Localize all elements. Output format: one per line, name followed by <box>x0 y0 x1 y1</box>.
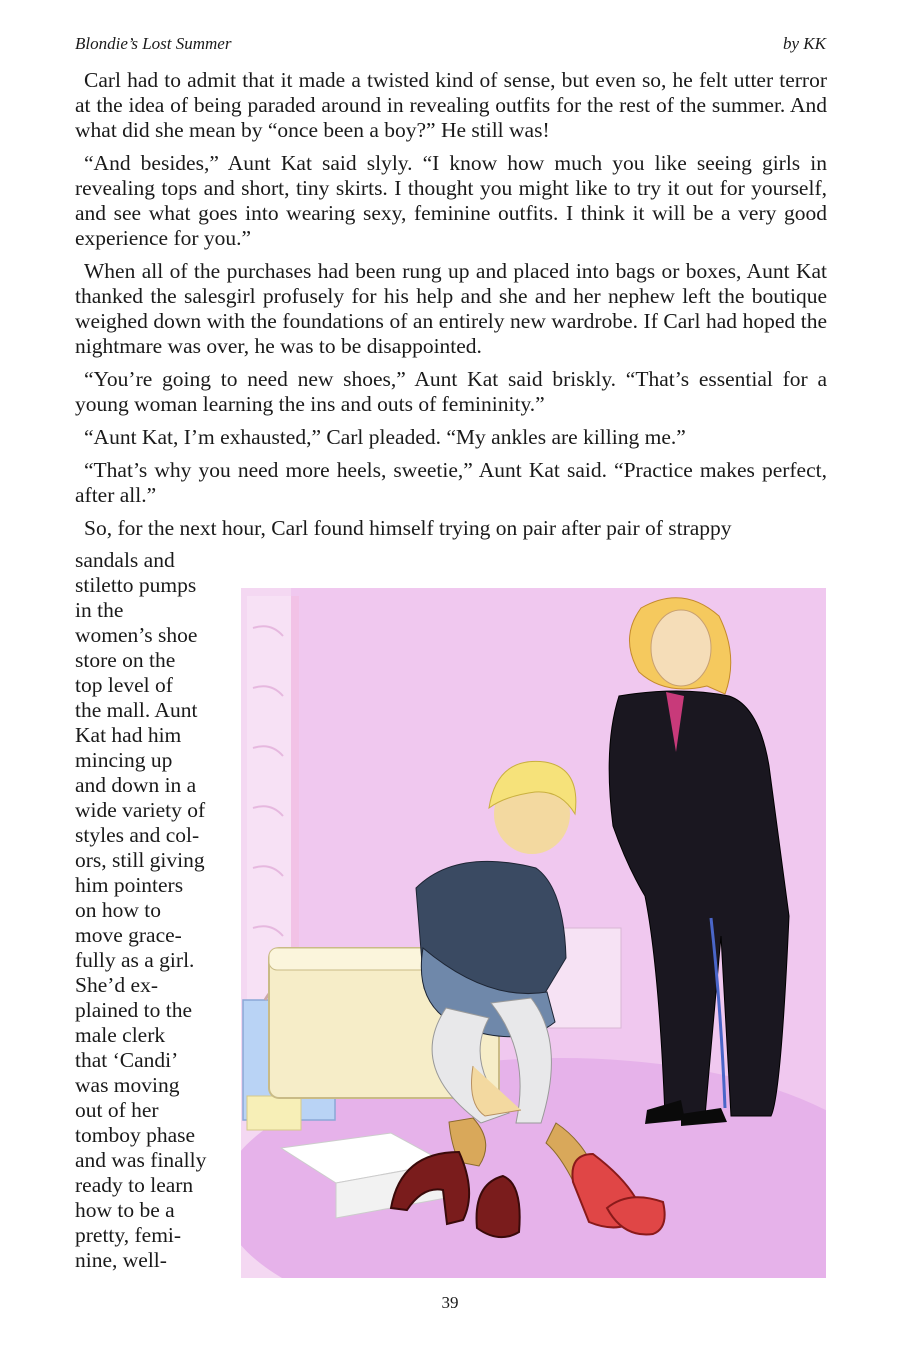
text-line: She’d ex- <box>75 973 158 997</box>
text-line: in the <box>75 598 124 622</box>
text-line: ready to learn <box>75 1173 194 1197</box>
text-line: fully as a girl. <box>75 948 195 972</box>
paragraph: Carl had to admit that it made a twisted kind of sense, but even so, he felt utter terror at the idea of being paraded around in revealing outfits for the rest of the summer. And what did she mean by “once been a boy?” He still was! <box>75 68 827 142</box>
book-title: Blondie’s Lost Summer <box>75 34 232 53</box>
text-line: mincing up <box>75 748 173 772</box>
paragraph: “Aunt Kat, I’m exhausted,” Carl pleaded. “My ankles are killing me.” <box>84 425 686 449</box>
text-line: sandals and <box>75 548 175 572</box>
page-number: 39 <box>441 1293 459 1312</box>
running-header <box>75 34 826 58</box>
main-text <box>75 68 827 541</box>
text-line: out of her <box>75 1098 159 1122</box>
text-line: women’s shoe <box>75 623 198 647</box>
paragraph: So, for the next hour, Carl found himself trying on pair after pair of strappy <box>84 516 732 540</box>
text-line: tomboy phase <box>75 1123 196 1147</box>
text-line: store on the <box>75 648 176 672</box>
text-line: plained to the <box>75 998 193 1022</box>
text-line: the mall. Aunt <box>75 698 198 722</box>
text-line: wide variety of <box>75 798 206 822</box>
paragraph: When all of the purchases had been rung up and placed into bags or boxes, Aunt Kat thanked the salesgirl profusely for his help and she and her nephew left the boutique weighed down with the foundations of an entirely new wardrobe. If Carl had hoped the nightmare was over, he was to be disappointed. <box>75 259 827 358</box>
text-line: that ‘Candi’ <box>75 1048 179 1072</box>
text-line: and was finally <box>75 1148 207 1172</box>
text-line: Kat had him <box>75 723 182 747</box>
text-line: styles and col- <box>75 823 200 847</box>
text-line: on how to <box>75 898 161 922</box>
text-line: pretty, femi- <box>75 1223 182 1247</box>
text-line: male clerk <box>75 1023 166 1047</box>
wrapped-text-column <box>75 548 225 1273</box>
text-line: top level of <box>75 673 173 697</box>
text-line: how to be a <box>75 1198 175 1222</box>
author-credit: by KK <box>783 34 826 53</box>
text-line: was moving <box>75 1073 180 1097</box>
text-line: and down in a <box>75 773 197 797</box>
text-line: stiletto pumps <box>75 573 197 597</box>
text-line: ors, still giving <box>75 848 205 872</box>
text-line: nine, well- <box>75 1248 167 1272</box>
illustration <box>241 588 826 1278</box>
text-line: him pointers <box>75 873 184 897</box>
paragraph: “And besides,” Aunt Kat said slyly. “I know how much you like seeing girls in revealing tops and short, tiny skirts. I thought you might like to try it out for yourself, and see what goes into wearing sexy, feminine outfits. I think it will be a very good experience for you.” <box>75 151 827 250</box>
text-line: move grace- <box>75 923 182 947</box>
paragraph: “That’s why you need more heels, sweetie,” Aunt Kat said. “Practice makes perfect, after all.” <box>75 458 827 507</box>
paragraph: “You’re going to need new shoes,” Aunt Kat said briskly. “That’s essential for a young woman learning the ins and outs of femininity.” <box>75 367 827 416</box>
